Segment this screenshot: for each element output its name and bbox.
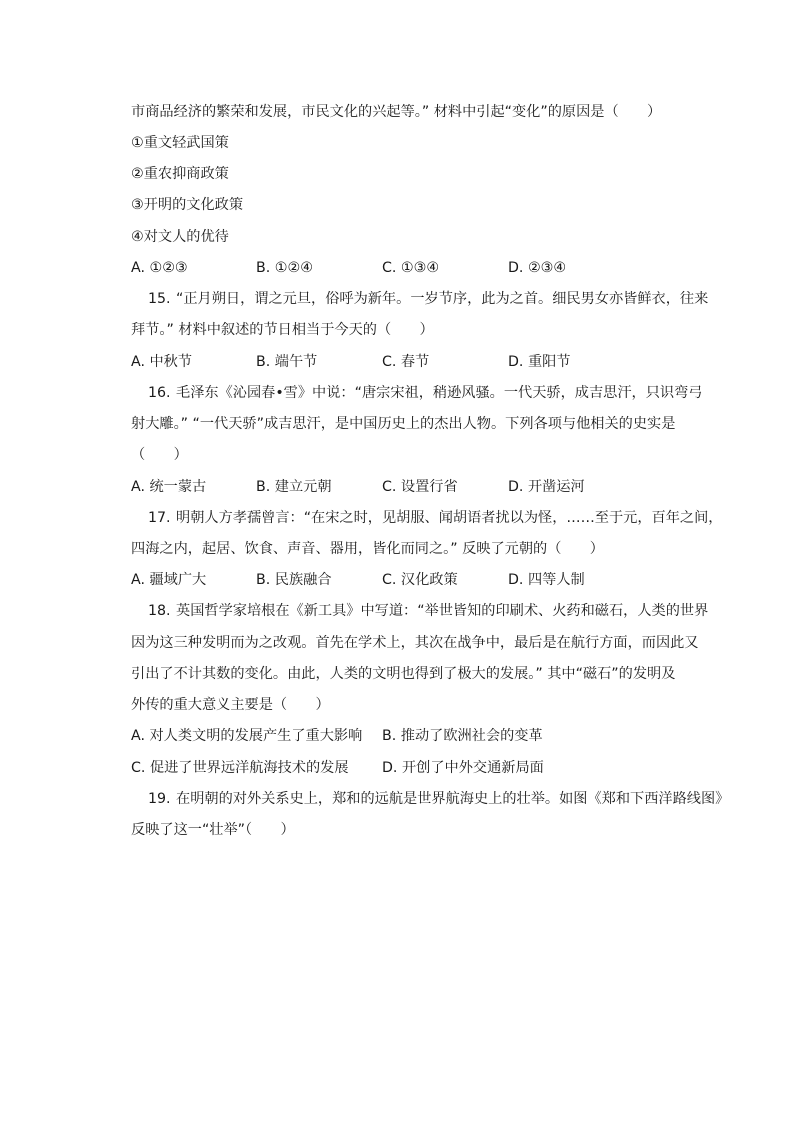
- q17-option-d: D. 四等人制: [508, 572, 585, 588]
- q14-option-b: B. ①②④: [256, 260, 313, 276]
- q15-option-c: C. 春节: [382, 354, 430, 370]
- q15-stem-line-1: 15. “正月朔日，谓之元旦，俗呼为新年。一岁节序，此为之首。细民男女亦皆鲜衣，往来: [148, 288, 708, 310]
- q14-statement-1: ①重文轻武国策: [131, 135, 229, 151]
- q17-option-c: C. 汉化政策: [382, 572, 458, 588]
- q15-option-d: D. 重阳节: [508, 354, 571, 370]
- q14-statement-2: ②重农抑商政策: [131, 166, 229, 182]
- q18-option-c: C. 促进了世界远洋航海技术的发展: [131, 760, 349, 776]
- q18-stem-line-3: 引出了不计其数的变化。由此，人类的文明也得到了极大的发展。” 其中“磁石”的发明及: [131, 666, 676, 682]
- q16-number: 16.: [148, 385, 171, 401]
- q17-number: 17.: [148, 510, 171, 526]
- q15-option-b: B. 端午节: [256, 354, 318, 370]
- q16-stem-line-3: （ ）: [131, 447, 188, 463]
- q16-stem-line-1: 16. 毛泽东《沁园春•雪》中说：“唐宗宋祖，稍逊风骚。一代天骄，成吉思汗，只识弯弓: [148, 382, 702, 404]
- q19-stem-line-2: 反映了这一“壮举”（ ）: [131, 822, 295, 838]
- q14-statement-3: ③开明的文化政策: [131, 197, 244, 213]
- q16-option-b: B. 建立元朝: [256, 479, 332, 495]
- q14-statement-4: ④对文人的优待: [131, 229, 229, 245]
- q18-number: 18.: [148, 603, 171, 619]
- q16-option-d: D. 开凿运河: [508, 479, 585, 495]
- q17-stem-line-1: 17. 明朝人方孝孺曾言：“在宋之时，见胡服、闻胡语者扰以为怪，……至于元，百年之间，: [148, 507, 722, 529]
- q15-number: 15.: [148, 291, 171, 307]
- q18-stem-line-1: 18. 英国哲学家培根在《新工具》中写道：“举世皆知的印刷术、火药和磁石，人类的世界: [148, 600, 708, 622]
- q18-option-a: A. 对人类文明的发展产生了重大影响: [131, 728, 363, 744]
- q18-option-d: D. 开创了中外交通新局面: [382, 760, 544, 776]
- q19-stem-line-1: 19. 在明朝的对外关系史上，郑和的远航是世界航海史上的壮举。如图《郑和下西洋路线图》: [148, 788, 729, 810]
- q19-number: 19.: [148, 791, 171, 807]
- q18-option-b: B. 推动了欧洲社会的变革: [382, 728, 543, 744]
- q14-stem-tail: 市商品经济的繁荣和发展，市民文化的兴起等。” 材料中引起“变化”的原因是（ ）: [131, 104, 662, 120]
- q14-option-d: D. ②③④: [508, 260, 567, 276]
- q17-option-b: B. 民族融合: [256, 572, 332, 588]
- q16-option-a: A. 统一蒙古: [131, 479, 207, 495]
- q14-option-a: A. ①②③: [131, 260, 188, 276]
- q16-stem-line-2: 射大雕。” “一代天骄”成吉思汗，是中国历史上的杰出人物。下列各项与他相关的史实是: [131, 416, 676, 432]
- q18-stem-line-4: 外传的重大意义主要是（ ）: [131, 697, 330, 713]
- q17-option-a: A. 疆域广大: [131, 572, 207, 588]
- q14-option-c: C. ①③④: [382, 260, 440, 276]
- q16-option-c: C. 设置行省: [382, 479, 458, 495]
- q15-option-a: A. 中秋节: [131, 354, 193, 370]
- q15-stem-line-2: 拜节。” 材料中叙述的节日相当于今天的（ ）: [131, 322, 434, 338]
- q17-stem-line-2: 四海之内，起居、饮食、声音、器用，皆化而同之。” 反映了元朝的（ ）: [131, 541, 604, 557]
- q18-stem-line-2: 因为这三种发明而为之改观。首先在学术上，其次在战争中，最后是在航行方面，而因此又: [131, 635, 699, 651]
